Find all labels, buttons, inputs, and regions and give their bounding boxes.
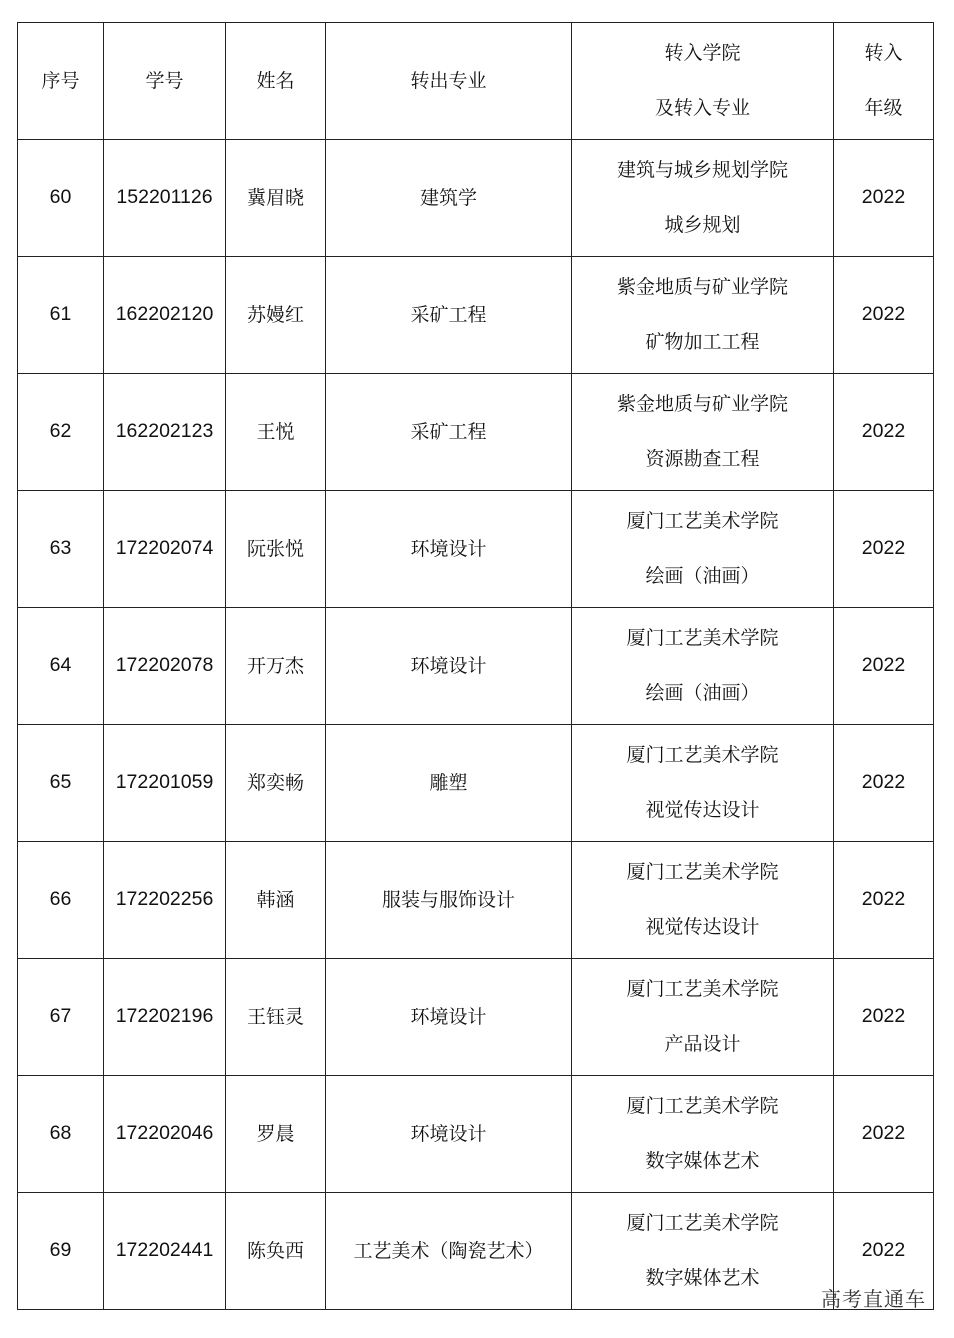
cell-grade: 2022 (834, 1076, 934, 1193)
cell-name: 阮张悦 (226, 491, 326, 608)
cell-major: 视觉传达设计 (645, 916, 760, 938)
cell-grade: 2022 (834, 725, 934, 842)
cell-to-college (572, 257, 834, 374)
cell-from-major: 建筑学 (326, 140, 572, 257)
transfer-students-table (17, 22, 934, 1310)
cell-grade: 2022 (834, 608, 934, 725)
cell-from-major: 雕塑 (326, 725, 572, 842)
cell-to-college (572, 140, 834, 257)
cell-seq: 63 (18, 491, 104, 608)
cell-to-college (572, 725, 834, 842)
table-row (18, 374, 934, 491)
cell-college: 厦门工艺美术学院 (626, 978, 779, 1000)
cell-name: 王悦 (226, 374, 326, 491)
cell-seq: 66 (18, 842, 104, 959)
cell-student-id: 172202074 (104, 491, 226, 608)
table-row (18, 959, 934, 1076)
cell-college: 厦门工艺美术学院 (626, 861, 779, 883)
cell-seq: 60 (18, 140, 104, 257)
table-header-row (18, 23, 934, 140)
cell-student-id: 172202196 (104, 959, 226, 1076)
header-student-id: 学号 (104, 23, 226, 140)
cell-seq: 61 (18, 257, 104, 374)
header-from-major: 转出专业 (326, 23, 572, 140)
table-row (18, 140, 934, 257)
cell-major: 绘画（油画） (645, 565, 760, 587)
table-row (18, 608, 934, 725)
cell-name: 罗晨 (226, 1076, 326, 1193)
cell-seq: 67 (18, 959, 104, 1076)
header-to-college-line1: 转入学院 (664, 42, 741, 64)
table-row (18, 1193, 934, 1310)
cell-to-college (572, 374, 834, 491)
cell-college: 紫金地质与矿业学院 (616, 393, 788, 415)
cell-name: 苏嫚红 (226, 257, 326, 374)
cell-to-college (572, 491, 834, 608)
header-to-college (572, 23, 834, 140)
transfer-table-container (17, 22, 934, 1310)
cell-major: 资源勘查工程 (645, 448, 760, 470)
cell-student-id: 172202046 (104, 1076, 226, 1193)
cell-name: 郑奕畅 (226, 725, 326, 842)
cell-seq: 65 (18, 725, 104, 842)
table-row (18, 257, 934, 374)
cell-name: 开万杰 (226, 608, 326, 725)
cell-to-college (572, 842, 834, 959)
cell-college: 厦门工艺美术学院 (626, 510, 779, 532)
cell-from-major: 环境设计 (326, 491, 572, 608)
cell-college: 厦门工艺美术学院 (626, 1095, 779, 1117)
table-row (18, 1076, 934, 1193)
cell-name: 冀眉晓 (226, 140, 326, 257)
cell-from-major: 采矿工程 (326, 257, 572, 374)
cell-to-college (572, 608, 834, 725)
table-row (18, 491, 934, 608)
cell-major: 城乡规划 (664, 214, 741, 236)
cell-seq: 64 (18, 608, 104, 725)
cell-grade: 2022 (834, 959, 934, 1076)
cell-seq: 68 (18, 1076, 104, 1193)
header-grade-line1: 转入 (864, 42, 903, 64)
cell-major: 绘画（油画） (645, 682, 760, 704)
cell-major: 数字媒体艺术 (645, 1267, 760, 1289)
cell-student-id: 152201126 (104, 140, 226, 257)
cell-name: 韩涵 (226, 842, 326, 959)
cell-college: 建筑与城乡规划学院 (616, 159, 788, 181)
cell-grade: 2022 (834, 140, 934, 257)
cell-college: 厦门工艺美术学院 (626, 1212, 779, 1234)
header-name: 姓名 (226, 23, 326, 140)
cell-from-major: 环境设计 (326, 1076, 572, 1193)
cell-seq: 62 (18, 374, 104, 491)
cell-name: 王钰灵 (226, 959, 326, 1076)
watermark-text: 高考直通车 (821, 1287, 926, 1311)
header-to-college-line2: 及转入专业 (654, 97, 750, 119)
cell-grade: 2022 (834, 842, 934, 959)
cell-grade: 2022 (834, 491, 934, 608)
cell-to-college (572, 1076, 834, 1193)
header-grade (834, 23, 934, 140)
cell-to-college (572, 1193, 834, 1310)
cell-college: 厦门工艺美术学院 (626, 627, 779, 649)
cell-grade: 2022 (834, 374, 934, 491)
cell-from-major: 环境设计 (326, 959, 572, 1076)
table-row (18, 842, 934, 959)
cell-student-id: 162202123 (104, 374, 226, 491)
cell-student-id: 172202256 (104, 842, 226, 959)
cell-seq: 69 (18, 1193, 104, 1310)
cell-from-major: 工艺美术（陶瓷艺术） (326, 1193, 572, 1310)
cell-to-college (572, 959, 834, 1076)
cell-major: 矿物加工工程 (645, 331, 760, 353)
cell-grade: 2022 (834, 257, 934, 374)
cell-student-id: 162202120 (104, 257, 226, 374)
cell-major: 数字媒体艺术 (645, 1150, 760, 1172)
table-row (18, 725, 934, 842)
cell-from-major: 采矿工程 (326, 374, 572, 491)
cell-student-id: 172202441 (104, 1193, 226, 1310)
cell-student-id: 172202078 (104, 608, 226, 725)
cell-college: 厦门工艺美术学院 (626, 744, 779, 766)
header-grade-line2: 年级 (864, 97, 903, 119)
cell-name: 陈奂西 (226, 1193, 326, 1310)
cell-student-id: 172201059 (104, 725, 226, 842)
cell-major: 产品设计 (664, 1033, 741, 1055)
cell-from-major: 服装与服饰设计 (326, 842, 572, 959)
header-seq: 序号 (18, 23, 104, 140)
cell-from-major: 环境设计 (326, 608, 572, 725)
cell-college: 紫金地质与矿业学院 (616, 276, 788, 298)
cell-grade: 2022 (834, 1193, 934, 1310)
cell-major: 视觉传达设计 (645, 799, 760, 821)
